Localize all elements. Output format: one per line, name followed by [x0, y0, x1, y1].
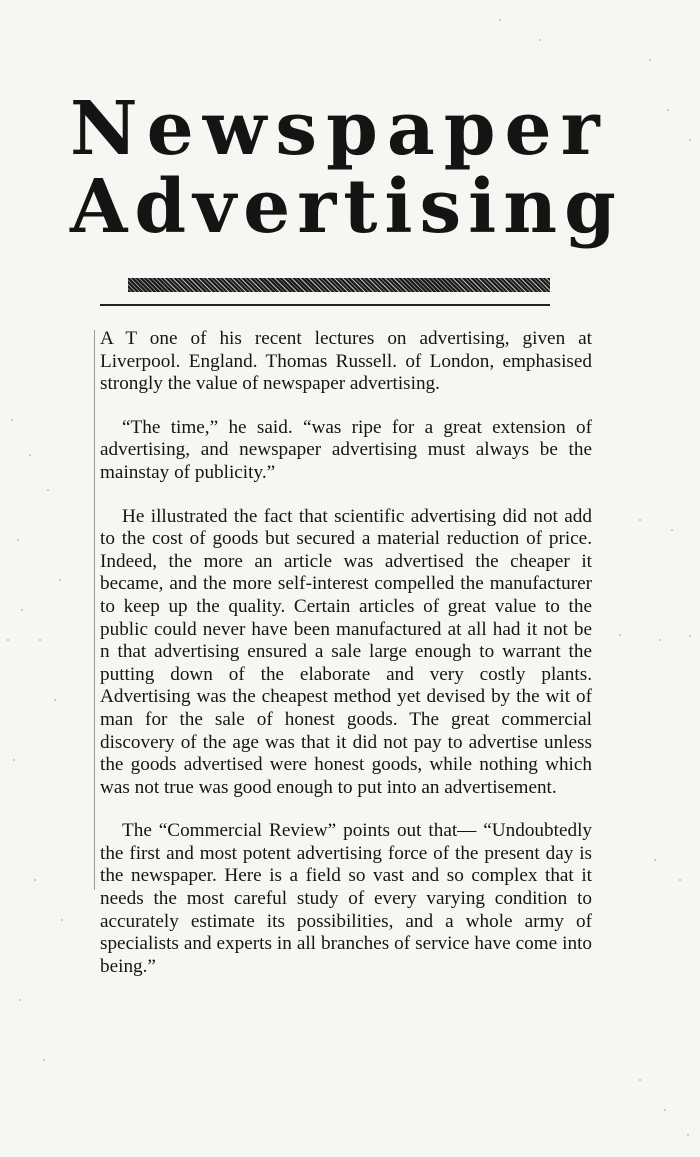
decorative-rule-band: [128, 278, 550, 292]
article-paragraph-2: “The time,” he said. “was ripe for a great extension of advertising, and newspaper advertising must always be the mainstay of publicity.”: [100, 416, 592, 483]
decorative-rule-thin: [100, 304, 550, 306]
article-paragraph-3: He illustrated the fact that scientific advertising did not add to the cost of goods but secured a material reduction of price. Indeed, the more an article was advertised the cheaper it became, and the more self-interest compelled the manufacturer to keep up the quality. Certain articles of great value to the public could never have been manufactured at all had it not be n that advertising ensured a sale large enough to warrant the putting down of the elaborate and very costly plants. Advertising was the cheapest method yet devised by the wit of man for the sale of honest goods. The great commercial discovery of the age was that it did not pay to advertise unless the goods advertised were honest goods, while nothing which was not true was good enough to put into an advertisement.: [100, 505, 592, 798]
article-paragraph-1: A T one of his recent lectures on advertising, given at Liverpool. England. Thomas Russell. of London, emphasised strongly the value of newspaper advertising.: [100, 328, 592, 395]
headline-line-1: Newspaper: [70, 86, 609, 172]
column-left-rule: [94, 330, 95, 890]
article-body: [100, 328, 592, 999]
headline-line-2: Advertising: [70, 164, 623, 250]
article-paragraph-4: The “Commercial Review” points out that— “Undoubtedly the first and most potent advertising force of the present day is the newspaper. Here is a field so vast and so complex that it needs the most careful study of every varying condition to accurately estimate its possibilities, and a whole army of specialists and experts in all branches of service have come into being.”: [100, 820, 592, 977]
